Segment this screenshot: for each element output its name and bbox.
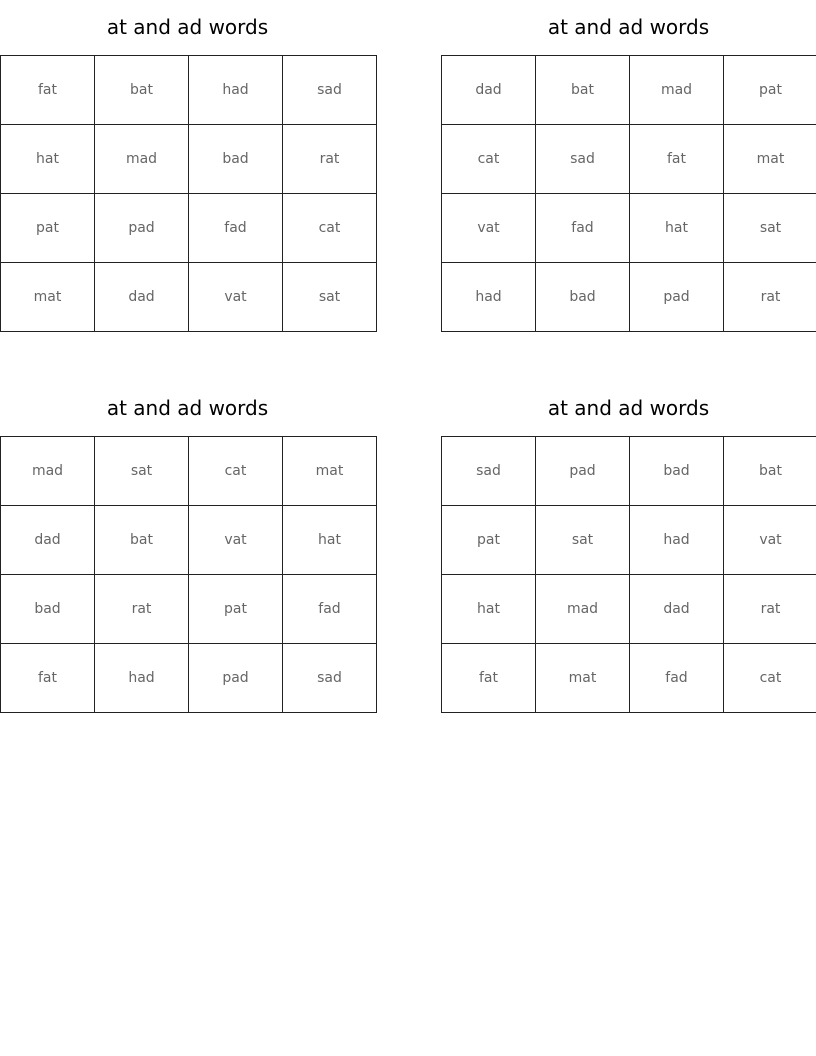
- grid-cell: hat: [630, 194, 724, 263]
- grid-row: [442, 125, 816, 194]
- grid-cell: vat: [189, 506, 283, 575]
- grid-cell: had: [95, 644, 189, 713]
- grid-cell: sad: [442, 437, 536, 506]
- grid-cell: dad: [630, 575, 724, 644]
- grid-cell: bad: [536, 263, 630, 332]
- grid-cell: pad: [95, 194, 189, 263]
- grid-cell: bat: [536, 56, 630, 125]
- grid-cell: vat: [442, 194, 536, 263]
- grid-cell: pat: [1, 194, 95, 263]
- grid-cell: bat: [95, 56, 189, 125]
- grid-cell: fat: [442, 644, 536, 713]
- grid-cell: sat: [724, 194, 816, 263]
- grid-cell: cat: [283, 194, 377, 263]
- grid-cell: pad: [536, 437, 630, 506]
- grid-row: [442, 56, 816, 125]
- card-title: at and ad words: [547, 15, 710, 39]
- card-title: at and ad words: [547, 396, 710, 420]
- grid-cell: mat: [1, 263, 95, 332]
- word-grid: [0, 55, 377, 332]
- grid-row: [442, 506, 816, 575]
- grid-row: [1, 194, 377, 263]
- grid-row: [442, 263, 816, 332]
- grid-row: [442, 575, 816, 644]
- grid-cell: fat: [630, 125, 724, 194]
- grid-row: [442, 437, 816, 506]
- grid-cell: sat: [536, 506, 630, 575]
- word-grid: [0, 436, 377, 713]
- grid-cell: hat: [1, 125, 95, 194]
- grid-cell: dad: [442, 56, 536, 125]
- grid-cell: rat: [724, 575, 816, 644]
- grid-cell: fad: [536, 194, 630, 263]
- grid-cell: bat: [724, 437, 816, 506]
- grid-row: [1, 125, 377, 194]
- grid-cell: mad: [630, 56, 724, 125]
- grid-cell: hat: [442, 575, 536, 644]
- grid-cell: cat: [724, 644, 816, 713]
- grid-cell: rat: [283, 125, 377, 194]
- grid-cell: pat: [724, 56, 816, 125]
- grid-cell: hat: [283, 506, 377, 575]
- grid-cell: vat: [189, 263, 283, 332]
- word-grid: [441, 55, 816, 332]
- grid-cell: had: [442, 263, 536, 332]
- grid-cell: pat: [442, 506, 536, 575]
- grid-cell: fat: [1, 56, 95, 125]
- grid-cell: fad: [189, 194, 283, 263]
- grid-cell: had: [189, 56, 283, 125]
- grid-cell: pad: [630, 263, 724, 332]
- grid-cell: mat: [536, 644, 630, 713]
- grid-row: [1, 437, 377, 506]
- grid-cell: rat: [95, 575, 189, 644]
- grid-cell: fad: [630, 644, 724, 713]
- grid-row: [1, 644, 377, 713]
- grid-cell: pad: [189, 644, 283, 713]
- grid-row: [1, 56, 377, 125]
- card-title: at and ad words: [106, 396, 269, 420]
- grid-cell: sad: [283, 56, 377, 125]
- grid-row: [1, 575, 377, 644]
- bingo-card-2: [441, 0, 816, 332]
- grid-cell: bad: [630, 437, 724, 506]
- grid-cell: dad: [1, 506, 95, 575]
- grid-row: [442, 194, 816, 263]
- grid-cell: sad: [283, 644, 377, 713]
- grid-cell: mad: [1, 437, 95, 506]
- grid-cell: dad: [95, 263, 189, 332]
- grid-cell: sad: [536, 125, 630, 194]
- card-title: at and ad words: [106, 15, 269, 39]
- grid-cell: sat: [95, 437, 189, 506]
- grid-cell: rat: [724, 263, 816, 332]
- grid-cell: mat: [724, 125, 816, 194]
- grid-cell: cat: [442, 125, 536, 194]
- grid-cell: mad: [536, 575, 630, 644]
- bingo-card-3: [0, 381, 375, 713]
- grid-cell: mad: [95, 125, 189, 194]
- grid-row: [1, 506, 377, 575]
- grid-cell: mat: [283, 437, 377, 506]
- bingo-card-1: [0, 0, 375, 332]
- bingo-card-4: [441, 381, 816, 713]
- grid-cell: bad: [1, 575, 95, 644]
- grid-cell: pat: [189, 575, 283, 644]
- grid-cell: sat: [283, 263, 377, 332]
- grid-cell: fad: [283, 575, 377, 644]
- grid-cell: had: [630, 506, 724, 575]
- grid-cell: vat: [724, 506, 816, 575]
- grid-cell: fat: [1, 644, 95, 713]
- grid-row: [1, 263, 377, 332]
- grid-cell: bat: [95, 506, 189, 575]
- grid-cell: cat: [189, 437, 283, 506]
- grid-cell: bad: [189, 125, 283, 194]
- word-grid: [441, 436, 816, 713]
- grid-row: [442, 644, 816, 713]
